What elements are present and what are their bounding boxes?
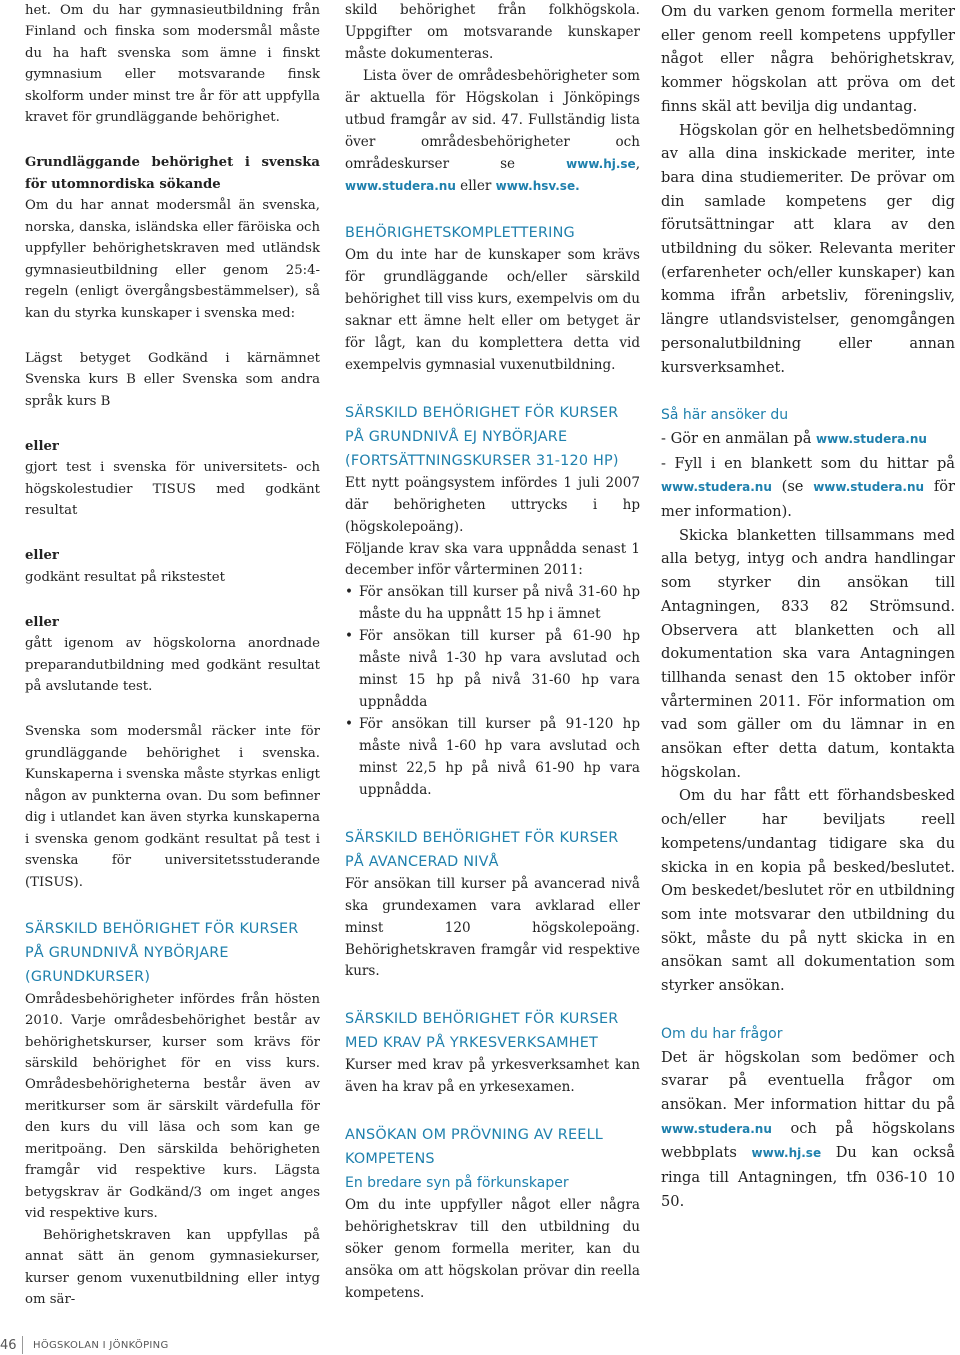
- link-studera[interactable]: www.studera.nu: [661, 1121, 772, 1136]
- link-separator-2: eller: [460, 177, 492, 194]
- heading-grundkurser: SÄRSKILD BEHÖRIGHET FÖR KURSER PÅ GRUNDNIVÅ NYBÖRJARE (GRUNDKURSER): [25, 920, 299, 985]
- footer-divider: [22, 1336, 23, 1354]
- link-studera[interactable]: www.studera.nu: [816, 431, 927, 446]
- mother-tongue-paragraph: Svenska som modersmål räcker inte för grundläggande behörighet i svenska. Kunskaperna i svenska måste styrkas enligt någon av punkterna ovan. Du som befinner dig i utlandet kan även styrka kunskaperna i svenska genom godkänt resultat på test i svenska för universitetsstuderande (TISUS).: [25, 724, 320, 890]
- or-label-1: eller: [25, 438, 59, 454]
- step-2-mid: (se: [781, 478, 804, 496]
- helhetsbedomning-paragraph: Högskolan gör en helhetsbedömning av alla dina inskickade meriter, inte bara dina studiemeriter. De prövar om din samlade kompetens ger dig förutsättningar att klara av den utbildning du söker. Relevanta meriter (erfarenheter och/eller kunskaper) kan komma ifrån arbetsliv, föreningsliv, längre utlandsvistelser, genomgången personalutbildning eller annan kursverksamhet.: [661, 121, 955, 376]
- link-hj[interactable]: www.hj.se: [751, 1146, 822, 1161]
- link-separator-1: ,: [635, 155, 640, 172]
- heading-fortsattningskurser: SÄRSKILD BEHÖRIGHET FÖR KURSER PÅ GRUNDNIVÅ EJ NYBÖRJARE (FORTSÄTTNINGSKURSER 31-120 HP): [345, 404, 619, 469]
- list-item: • För ansökan till kurser på 91-120 hp måste nivå 1-60 hp vara avslutad och minst 22,5 hp på nivå 61-90 hp vara uppnådda.: [345, 714, 640, 802]
- heading-avancerad-niva: SÄRSKILD BEHÖRIGHET FÖR KURSER PÅ AVANCERAD NIVÅ: [345, 829, 619, 870]
- column-1: [25, 0, 320, 1310]
- list-item: • För ansökan till kurser på nivå 31-60 hp måste du ha uppnått 15 hp i ämnet: [345, 582, 640, 626]
- link-studera[interactable]: www.studera.nu: [345, 178, 456, 193]
- publisher-name: HÖGSKOLAN I JÖNKÖPING: [33, 1340, 169, 1351]
- intro-paragraph: het. Om du har gymnasieutbildning från Finland och finska som modersmål måste du ha haft svenska som ämne i finskt gymnasium eller motsvarande finsk skolform under minst tre år för att uppfylla kravet för grundläggande behörighet.: [25, 3, 320, 126]
- list-item: • För ansökan till kurser på 61-90 hp måste nivå 1-30 hp vara avslutad och minst 15 hp på nivå 31-60 hp vara uppnådda: [345, 626, 640, 714]
- omradesbehorigheter-paragraph: Lista över de områdesbehörigheter som är aktuella för Högskolan i Jönköpings utbud framgår av sid. 47. Fullständig lista över områdesbehörigheter och områdeskurser se www.hj.se, www.studera.nu eller www.hsv.se.: [345, 67, 640, 194]
- subheading-om-du-har-fragor: Om du har frågor: [661, 1025, 783, 1042]
- forhandsbesked-paragraph: Om du har fått ett förhandsbesked och/eller har beviljats reell kompetens/undantag tidigare ska du skicka in en kopia på besked/beslutet. Om beskedet/beslutet rör en utbildning som inte motsvarar den utbildning du sökt, måste du på nytt skicka in en ansökan samt all dokumentation som styrker ansökan.: [661, 787, 955, 995]
- link-studera[interactable]: www.studera.nu: [661, 480, 772, 495]
- step-1-text: - Gör en anmälan på: [661, 429, 812, 447]
- option-2: gjort test i svenska för universitets- och högskolestudier TISUS med godkänt resultat: [25, 460, 320, 519]
- undantag-paragraph: Om du varken genom formella meriter eller genom reell kompetens uppfyller något eller några behörighetskrav, kommer högskolan att pröva om det finns skäl att bevilja dig undantag.: [661, 3, 955, 115]
- page-footer: [0, 1334, 300, 1355]
- fragor-end: Du kan också ringa till Antagningen, tfn 036-10 10 50.: [661, 1144, 956, 1210]
- link-hsv[interactable]: www.hsv.se: [495, 178, 576, 193]
- step-2-text: - Fyll i en blankett som du hittar på: [661, 454, 955, 472]
- avancerad-paragraph: För ansökan till kurser på avancerad nivå ska grundexamen vara avklarad eller minst 120 högskolepoäng. Behörighetskraven framgår vid respektive kurs.: [345, 875, 640, 980]
- subheading-bredare-syn: En bredare syn på förkunskaper: [345, 1174, 569, 1191]
- nordic-heading: Grundläggande behörighet i svenska för utomnordiska sökande: [25, 155, 320, 192]
- column-2: [345, 0, 640, 1304]
- option-3: godkänt resultat på rikstestet: [25, 569, 225, 585]
- option-4: gått igenom av högskolorna anordnade preparandutbildning med godkänt resultat på avslutande test.: [25, 636, 320, 695]
- heading-behorighetskomplettering: BEHÖRIGHETSKOMPLETTERING: [345, 225, 575, 242]
- continued-paragraph: skild behörighet från folkhögskola. Uppgifter om motsvarande kunskaper måste dokumenteras.: [345, 2, 640, 62]
- or-label-2: eller: [25, 548, 59, 564]
- step-1: [661, 427, 955, 452]
- grundkurser-paragraph-1: Områdesbehörigheter infördes från hösten 2010. Varje områdesbehörighet består av behörighetskurser, kurser som krävs för särskild behörighet för en viss kurs. Områdesbehörigheterna består även av meritkurser som är särskilt värdefulla för den kurs du vill läsa och som kan ge meritpoäng. Den särskilda behörigheten framgår vid respektive kurs. Lägsta betygskrav är Godkänd/3 om inget anges vid respektive kurs.: [25, 991, 320, 1222]
- subheading-sa-har-ansoker-du: Så här ansöker du: [661, 406, 789, 423]
- heading-yrkesverksamhet: SÄRSKILD BEHÖRIGHET FÖR KURSER MED KRAV PÅ YRKESVERKSAMHET: [345, 1011, 619, 1052]
- page-number: 46: [0, 1338, 17, 1353]
- requirements-list: [345, 582, 640, 802]
- heading-reell-kompetens: ANSÖKAN OM PRÖVNING AV REELL KOMPETENS: [345, 1126, 604, 1167]
- omradesbehorigheter-text: Lista över de områdesbehörigheter som är aktuella för Högskolan i Jönköpings utbud framgår av sid. 47. Fullständig lista över områdesbehörigheter och områdeskurser se: [345, 67, 640, 172]
- fragor-text: Det är högskolan som bedömer och svarar på eventuella frågor om ansökan. Mer information hittar du på: [661, 1048, 955, 1113]
- reell-kompetens-paragraph: Om du inte uppfyller något eller några behörighetskrav till den utbildning du söker genom formella meriter, kan du ansöka om att högskolan prövar din reella kompetens.: [345, 1196, 640, 1301]
- column-3: [661, 0, 955, 1213]
- komplettering-paragraph: Om du inte har de kunskaper som krävs för grundläggande och/eller särskild behörighet till viss kurs, exempelvis om du saknar ett ämne helt eller om betyget är för lågt, kan du komplettera detta vid exempelvis gymnasial vuxenutbildning.: [345, 247, 640, 374]
- skicka-blanketten-paragraph: Skicka blanketten tillsammans med alla betyg, intyg och andra handlingar som styrker din ansökan till Antagningen, 833 82 Strömsund. Observera att blanketten och all dokumentation ska vara Antagningen tillhanda senast den 15 oktober inför vårterminen 2011. För information om vad som gäller om du lämnar in en ansökan efter detta datum, kontakta högskolan.: [661, 526, 955, 781]
- fragor-mid: och på högskolans webbplats: [661, 1119, 955, 1162]
- fragor-paragraph: [661, 1046, 955, 1214]
- fortsattning-paragraph-1: Ett nytt poängsystem infördes 1 juli 2007 där behörigheten uttrycks i hp (högskolepoäng).: [345, 474, 640, 535]
- step-2-end: för mer information).: [661, 478, 956, 521]
- fortsattning-paragraph-2: Följande krav ska vara uppnådda senast 1 december inför vårterminen 2011:: [345, 540, 640, 579]
- yrkesverksamhet-paragraph: Kurser med krav på yrkesverksamhet kan även ha krav på en yrkesexamen.: [345, 1057, 640, 1096]
- link-hj[interactable]: www.hj.se: [566, 156, 636, 171]
- or-label-3: eller: [25, 614, 59, 630]
- step-2: [661, 452, 955, 524]
- grundkurser-paragraph-2: Behörighetskraven kan uppfyllas på annat sätt än genom gymnasiekurser, kurser genom vuxenutbildning eller intyg om sär-: [25, 1227, 320, 1308]
- nordic-paragraph: Om du har annat modersmål än svenska, norska, danska, isländska eller färöiska och uppfyller behörighetskraven med utländsk gymnasieutbildning eller genom 25:4-regeln (enligt övergångsbestämmelser), så kan du styrka kunskaper i svenska med:: [25, 198, 320, 321]
- link-studera[interactable]: www.studera.nu: [813, 480, 925, 495]
- option-1: Lägst betyget Godkänd i kärnämnet Svenska kurs B eller Svenska som andra språk kurs B: [25, 350, 320, 409]
